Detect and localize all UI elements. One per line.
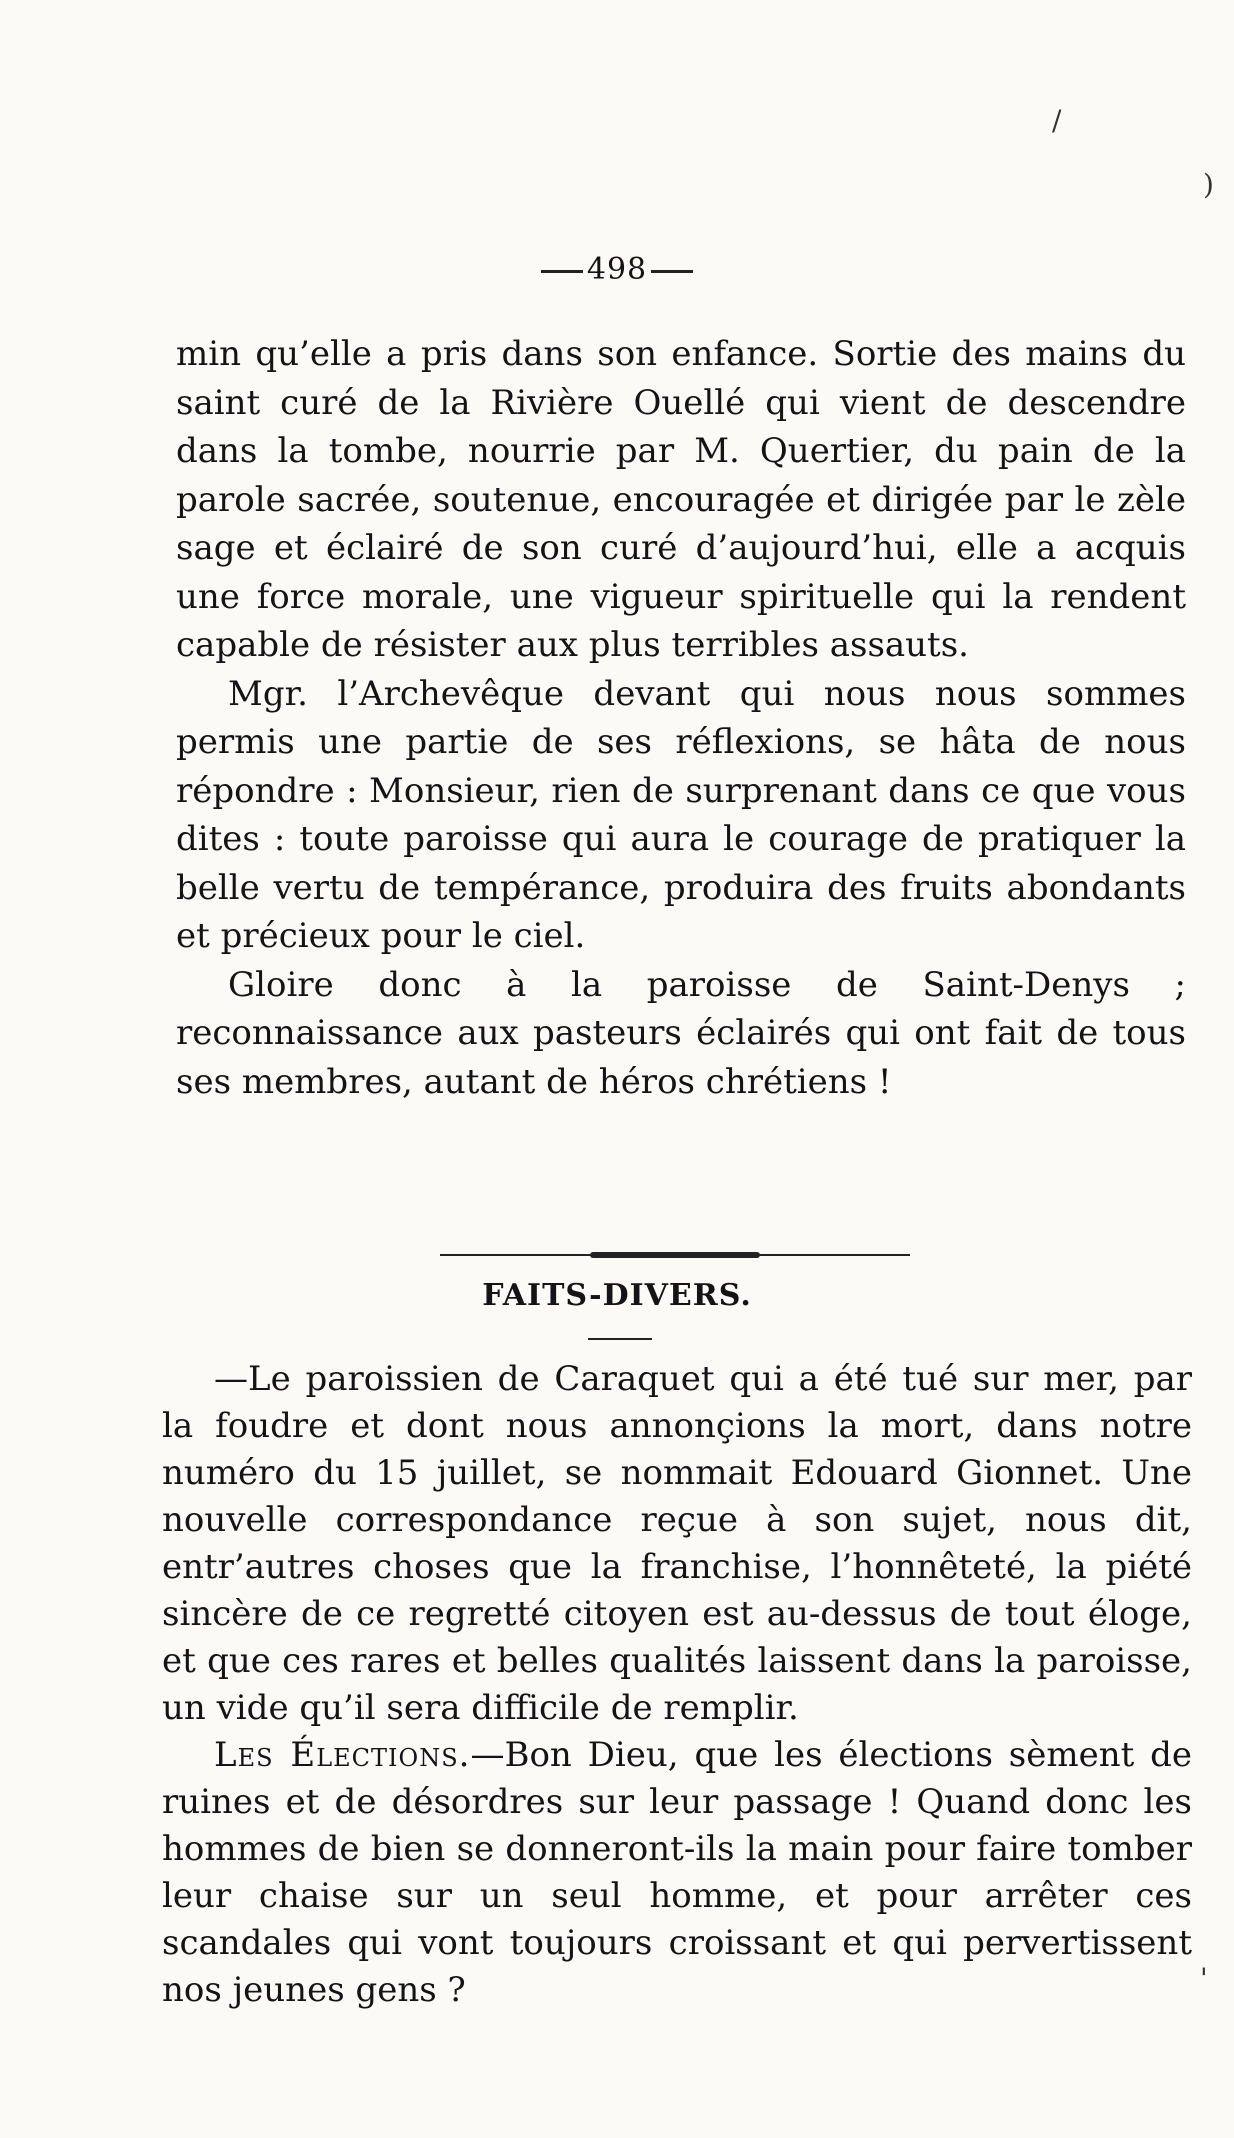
page-number-dash-left — [541, 270, 583, 273]
top-text-block — [176, 330, 1186, 1106]
bottom-text-block — [162, 1356, 1192, 2014]
section-divider-rule — [440, 1254, 910, 1256]
page-number-value: 498 — [586, 252, 648, 287]
section-title: FAITS-DIVERS. — [482, 1278, 752, 1313]
page-number — [0, 252, 1234, 287]
paragraph-elections — [162, 1732, 1192, 2014]
paragraph-continuation: min qu’elle a pris dans son enfance. Sortie des mains du saint curé de la Rivière Ouellé qui vient de descendre dans la tombe, nourrie par M. Quertier, du pain de la parole sacrée, soutenue, encouragée et dirigée par le zèle sage et éclairé de son curé d’aujourd’hui, elle a acquis une force morale, une vigueur spirituelle qui la rendent capable de résister aux plus terribles assauts. — [176, 334, 1186, 665]
margin-mark: ) — [1203, 168, 1214, 201]
paragraph-elections-body: —Bon Dieu, que les élections sèment de ruines et de désordres sur leur passage ! Quand donc les hommes de bien se donneront-ils la main pour faire tomber leur chaise sur un seul homme, et pour arrêter ces scandales qui vont toujours croissant et qui pervertissent nos jeunes gens ? — [162, 1735, 1192, 2010]
paragraph-archeveque: Mgr. l’Archevêque devant qui nous nous sommes permis une partie de ses réflexions, se hâta de nous répondre : Monsieur, rien de surprenant dans ce que vous dites : toute paroisse qui aura le courage de pratiquer la belle vertu de tempérance, produira des fruits abondants et précieux pour le ciel. — [176, 673, 1186, 956]
page-number-dash-right — [651, 270, 693, 273]
paragraph-lead-heading: Les Élections. — [214, 1735, 471, 1775]
margin-mark: ' — [1200, 1962, 1208, 1995]
paragraph-gloire: Gloire donc à la paroisse de Saint-Denys ; reconnaissance aux pasteurs éclairés qui ont fait de tous ses membres, autant de héros chrétiens ! — [176, 964, 1186, 1102]
section-title-underline — [588, 1338, 652, 1340]
margin-mark: / — [1052, 104, 1062, 137]
paragraph-caraquet: —Le paroissien de Caraquet qui a été tué sur mer, par la foudre et dont nous annonçions la mort, dans notre numéro du 15 juillet, se nommait Edouard Gionnet. Une nouvelle correspondance reçue à son sujet, nous dit, entr’autres choses que la franchise, l’honnêteté, la piété sincère de ce regretté citoyen est au-dessus de tout éloge, et que ces rares et belles qualités laissent dans la paroisse, un vide qu’il sera difficile de remplir. — [162, 1359, 1192, 1728]
